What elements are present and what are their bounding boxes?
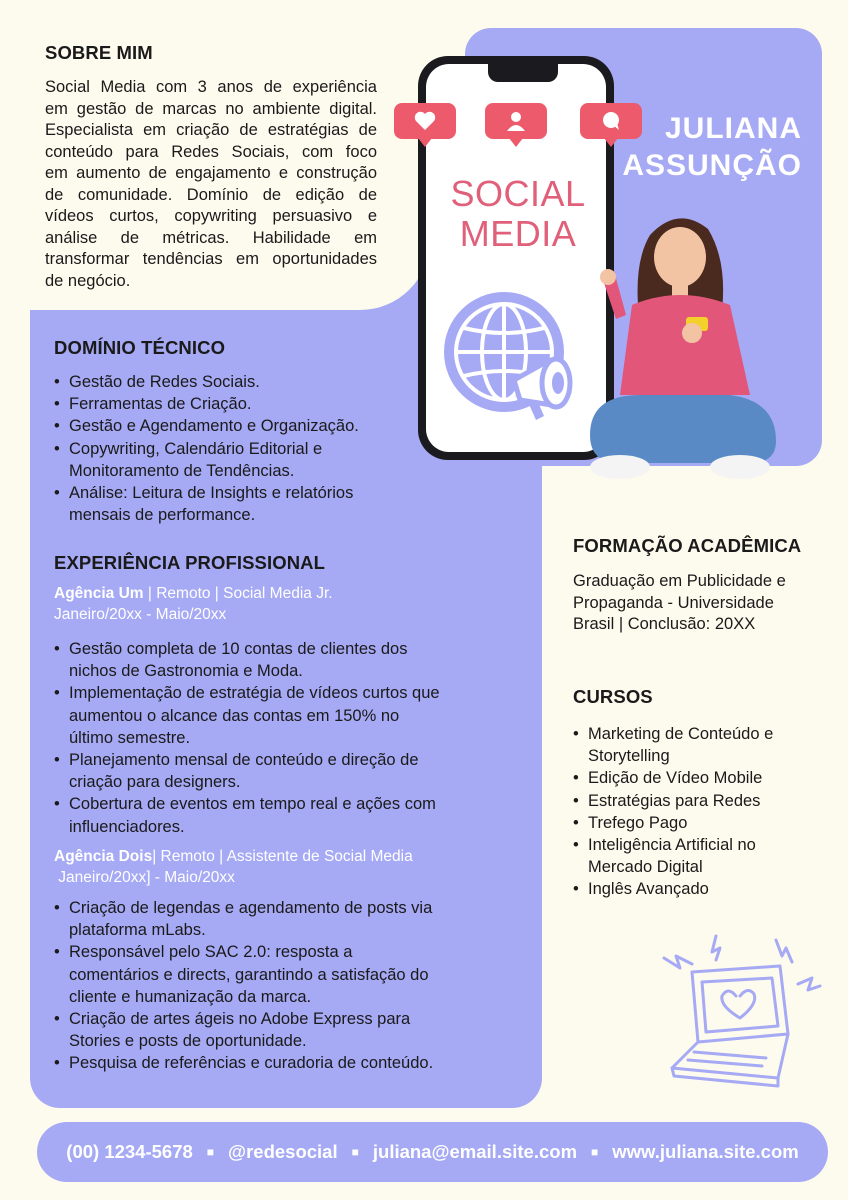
- list-item: [54, 1008, 524, 1052]
- list-item-line: • Estratégias para Redes: [588, 791, 761, 810]
- list-item-line: • Cobertura de eventos em tempo real e ações com: [69, 795, 436, 814]
- job-2-header: [54, 846, 413, 888]
- text-line: conteúdo para Redes Sociais, com foco: [45, 142, 377, 161]
- heart-icon: [413, 109, 437, 133]
- text-line: de negócio.: [45, 271, 131, 290]
- text-line: em aumento de engajamento e construção: [45, 164, 377, 182]
- social-media-line1: SOCIAL: [450, 173, 586, 214]
- job-2-details: | Remoto | Assistente de Social Media: [152, 848, 413, 865]
- website-link[interactable]: www.juliana.site.com: [612, 1141, 799, 1162]
- social-handle[interactable]: @redesocial: [228, 1141, 338, 1162]
- list-item-line: • Gestão e Agendamento e Organização.: [69, 417, 359, 436]
- separator: ■: [206, 1145, 215, 1159]
- list-item-line: aumentou o alcance das contas em 150% no: [69, 706, 400, 725]
- list-item-line: Monitoramento de Tendências.: [69, 461, 295, 480]
- separator: ■: [351, 1145, 359, 1159]
- list-item: [54, 371, 434, 393]
- social-media-line2: MEDIA: [459, 213, 577, 254]
- list-item-line: Storytelling: [588, 747, 670, 766]
- list-item: [54, 793, 524, 837]
- list-item: [54, 415, 434, 437]
- education-text: [573, 571, 823, 636]
- list-item-line: cliente e humanização da marca.: [69, 987, 312, 1006]
- text-line: vídeos curtos, copywriting persuasivo e: [45, 207, 377, 225]
- list-item-line: plataforma mLabs.: [69, 921, 206, 940]
- list-item-line: • Inglês Avançado: [588, 880, 709, 899]
- job-1-company: Agência Um: [54, 585, 144, 602]
- skills-list: [54, 371, 434, 526]
- job-1-list: [54, 638, 524, 838]
- text-line: de comunidade. Domínio de edição de: [45, 185, 377, 204]
- list-item: [54, 438, 434, 482]
- job-1-details: | Remoto | Social Media Jr.: [143, 585, 333, 602]
- list-item-line: • Criação de artes ágeis no Adobe Express para: [69, 1010, 411, 1029]
- chat-icon: [599, 109, 623, 133]
- list-item-line: • Inteligência Artificial no: [588, 836, 756, 855]
- list-item-line: • Gestão completa de 10 contas de clientes dos: [69, 640, 408, 658]
- list-item-line: • Pesquisa de referências e curadoria de conteúdo.: [69, 1054, 434, 1073]
- list-item: [54, 1052, 524, 1074]
- courses-title: CURSOS: [573, 686, 653, 707]
- text-line: Brasil | Conclusão: 20XX: [573, 615, 756, 633]
- list-item-line: criação para designers.: [69, 773, 241, 792]
- about-title: SOBRE MIM: [45, 42, 153, 63]
- job-1-period: Janeiro/20xx - Maio/20xx: [54, 606, 227, 623]
- list-item-line: Stories e posts de oportunidade.: [69, 1032, 307, 1051]
- list-item-line: • Implementação de estratégia de vídeos curtos que: [69, 684, 440, 703]
- phone-number[interactable]: (00) 1234-5678: [66, 1141, 193, 1162]
- list-item: [573, 723, 823, 767]
- list-item: [573, 834, 823, 878]
- text-line: análise de métricas. Habilidade em: [45, 228, 377, 247]
- email-link[interactable]: juliana@email.site.com: [372, 1141, 578, 1162]
- name-last: ASSUNÇÃO: [622, 149, 802, 182]
- follower-notification: [485, 103, 547, 139]
- text-line: transformar tendências em oportunidades: [45, 250, 377, 268]
- list-item: [54, 638, 524, 682]
- list-item-line: Mercado Digital: [588, 858, 703, 877]
- comment-notification: [580, 103, 642, 139]
- job-2-list: [54, 897, 524, 1075]
- list-item-line: • Copywriting, Calendário Editorial e: [69, 439, 323, 458]
- text-line: Especialista em criação de estratégias de: [45, 121, 377, 139]
- job-2-period: Janeiro/20xx] - Maio/20xx: [54, 869, 235, 886]
- laptop-heart-icon: [658, 930, 828, 1100]
- list-item-line: • Ferramentas de Criação.: [69, 395, 252, 414]
- skills-title: DOMÍNIO TÉCNICO: [54, 337, 226, 358]
- text-line: Social Media com 3 anos de experiência: [45, 78, 377, 96]
- list-item-line: • Trefego Pago: [588, 813, 688, 832]
- job-2-company: Agência Dois: [54, 848, 153, 865]
- list-item: [573, 878, 823, 900]
- megaphone-icon: [506, 350, 588, 426]
- list-item-line: • Gestão de Redes Sociais.: [69, 373, 260, 391]
- list-item-line: • Marketing de Conteúdo e: [588, 725, 774, 743]
- list-item: [54, 941, 524, 1008]
- list-item-line: mensais de performance.: [69, 506, 256, 525]
- text-line: Propaganda - Universidade: [573, 593, 774, 612]
- list-item: [573, 790, 823, 812]
- list-item: [573, 767, 823, 789]
- experience-title: EXPERIÊNCIA PROFISSIONAL: [54, 552, 326, 573]
- list-item: [54, 749, 524, 793]
- list-item: [54, 482, 434, 526]
- list-item-line: • Análise: Leitura de Insights e relatórios: [69, 484, 354, 503]
- list-item: [54, 393, 434, 415]
- list-item-line: nichos de Gastronomia e Moda.: [69, 662, 303, 681]
- list-item: [573, 812, 823, 834]
- list-item: [54, 897, 524, 941]
- name-first: JULIANA: [664, 112, 802, 145]
- person-photo: [580, 205, 780, 485]
- text-line: Graduação em Publicidade e: [573, 572, 786, 590]
- list-item: [54, 682, 524, 749]
- person-name: [622, 110, 802, 184]
- courses-list: [573, 723, 823, 901]
- job-1-header: [54, 583, 333, 625]
- list-item-line: • Responsável pelo SAC 2.0: resposta a: [69, 943, 353, 962]
- list-item-line: comentários e directs, garantindo a satisfação do: [69, 965, 429, 984]
- heart-notification: [394, 103, 456, 139]
- text-line: em gestão de marcas no ambiente digital.: [45, 99, 377, 118]
- about-text: [45, 77, 377, 292]
- phone-notch: [488, 64, 558, 82]
- education-title: FORMAÇÃO ACADÊMICA: [573, 535, 802, 556]
- list-item-line: influenciadores.: [69, 817, 185, 836]
- user-icon: [504, 109, 528, 133]
- list-item-line: último semestre.: [69, 728, 191, 747]
- list-item-line: • Criação de legendas e agendamento de posts via: [69, 899, 433, 917]
- separator: ■: [591, 1145, 599, 1159]
- contact-footer: [37, 1122, 828, 1182]
- list-item-line: • Planejamento mensal de conteúdo e direção de: [69, 751, 419, 770]
- list-item-line: • Edição de Vídeo Mobile: [588, 769, 763, 788]
